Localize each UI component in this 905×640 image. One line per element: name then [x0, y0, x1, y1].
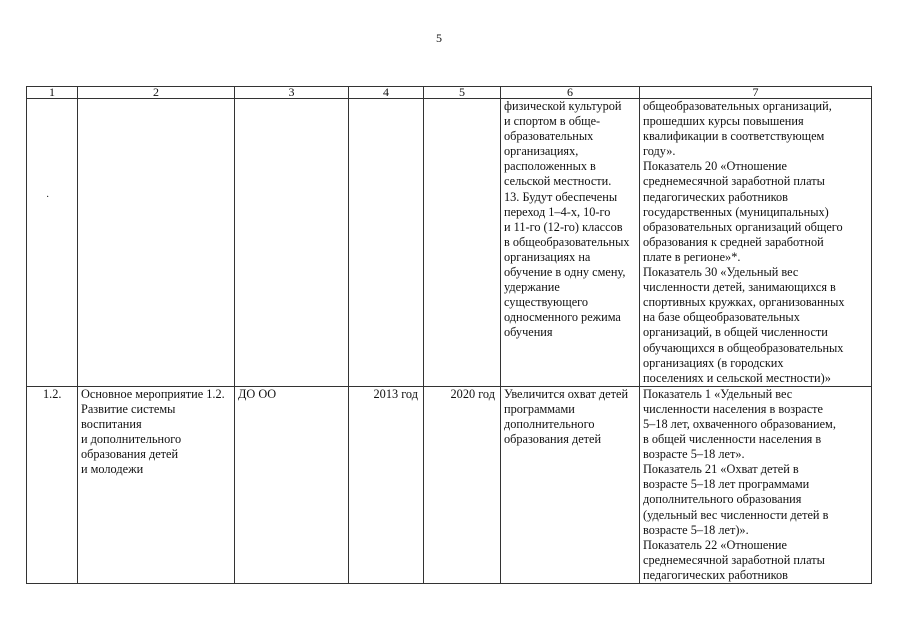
text-line: переход 1–4-х, 10-го	[504, 204, 611, 219]
text-line: возрасте 5–18 лет программами	[643, 477, 810, 492]
text-line: Показатель 1 «Удельный вес	[643, 386, 793, 401]
cell-start-year: 2013 год	[349, 386, 424, 583]
cell-indicators	[640, 99, 872, 387]
text-line: возрасте 5–18 лет».	[643, 447, 745, 462]
text-line: образовательных организаций общего	[643, 219, 843, 234]
cell-item-number: 1.2.	[27, 386, 78, 583]
text-line: обучающихся в общеобразовательных	[643, 340, 844, 355]
text-line: Показатель 30 «Удельный вес	[643, 265, 799, 280]
cell-end-year: 2020 год	[424, 386, 501, 583]
text-line: среднемесячной заработной платы	[643, 174, 825, 189]
table-row	[27, 99, 872, 387]
header-cell: 1	[27, 87, 78, 99]
cell-results	[501, 99, 640, 387]
cell-empty	[349, 99, 424, 387]
text-line: среднемесячной заработной платы	[643, 552, 825, 567]
header-cell: 3	[235, 87, 349, 99]
text-line: дополнительного	[504, 416, 595, 431]
text-line: Увеличится охват детей	[504, 386, 629, 401]
cell-measure-name	[78, 386, 235, 583]
text-line: обучения	[504, 325, 553, 340]
text-line: 13. Будут обеспечены	[504, 189, 618, 204]
cell-empty	[78, 99, 235, 387]
measures-table	[26, 86, 872, 584]
text-line: и дополнительного	[81, 432, 182, 447]
text-line: сельской местности.	[504, 174, 612, 189]
text-line: в общей численности населения в	[643, 432, 822, 447]
text-line: педагогических работников	[643, 189, 788, 204]
text-line: образования к средней заработной	[643, 234, 824, 249]
text-line: квалификации в соответствующем	[643, 129, 825, 144]
text-line: и молодежи	[81, 462, 144, 477]
header-cell: 7	[640, 87, 872, 99]
text-line: году».	[643, 144, 676, 159]
cell-empty	[27, 99, 78, 387]
text-line: Показатель 22 «Отношение	[643, 537, 787, 552]
text-line: численности детей, занимающихся в	[643, 280, 836, 295]
text-line: организациях (в городских	[643, 355, 784, 370]
header-cell: 6	[501, 87, 640, 99]
text-line: 5–18 лет, охваченного образованием,	[643, 416, 836, 431]
table-row	[27, 386, 872, 583]
header-cell: 2	[78, 87, 235, 99]
text-line: численности населения в возрасте	[643, 401, 824, 416]
text-line: на базе общеобразовательных	[643, 310, 800, 325]
text-line: существующего	[504, 295, 589, 310]
header-cell: 4	[349, 87, 424, 99]
text-line: Основное мероприятие 1.2.	[81, 386, 225, 401]
cell-executor: ДО ОО	[235, 386, 349, 583]
text-line: педагогических работников	[643, 567, 788, 582]
cell-indicators	[640, 386, 872, 583]
header-row	[27, 87, 872, 99]
text-line: организациях,	[504, 144, 579, 159]
text-line: спортивных кружках, организованных	[643, 295, 845, 310]
cell-results	[501, 386, 640, 583]
stray-mark: ·	[46, 192, 50, 203]
text-line: Показатель 20 «Отношение	[643, 159, 787, 174]
text-line: в общеобразовательных	[504, 234, 630, 249]
text-line: воспитания	[81, 416, 142, 431]
text-line: организациях на	[504, 249, 591, 264]
text-line: государственных (муниципальных)	[643, 204, 829, 219]
text-line: программами	[504, 401, 575, 416]
text-line: расположенных в	[504, 159, 596, 174]
text-line: обучение в одну смену,	[504, 265, 626, 280]
text-line: дополнительного образования	[643, 492, 802, 507]
text-line: удержание	[504, 280, 560, 295]
text-line: Показатель 21 «Охват детей в	[643, 462, 799, 477]
text-line: образования детей	[81, 447, 179, 462]
text-line: прошедших курсы повышения	[643, 114, 804, 129]
text-line: возрасте 5–18 лет)».	[643, 522, 749, 537]
text-line: общеобразовательных организаций,	[643, 99, 832, 113]
text-line: и 11-го (12-го) классов	[504, 219, 623, 234]
text-line: односменного режима	[504, 310, 621, 325]
text-line: физической культурой	[504, 99, 622, 113]
text-line: образовательных	[504, 129, 594, 144]
text-line: и спортом в обще-	[504, 114, 601, 129]
cell-empty	[424, 99, 501, 387]
text-line: плате в регионе»*.	[643, 249, 741, 264]
text-line: образования детей	[504, 432, 602, 447]
text-line: Развитие системы	[81, 401, 176, 416]
page-number: 5	[436, 31, 442, 45]
text-line: поселениях и сельской местности)»	[643, 370, 831, 385]
text-line: (удельный вес численности детей в	[643, 507, 829, 522]
header-cell: 5	[424, 87, 501, 99]
cell-empty	[235, 99, 349, 387]
text-line: организаций, в общей численности	[643, 325, 828, 340]
